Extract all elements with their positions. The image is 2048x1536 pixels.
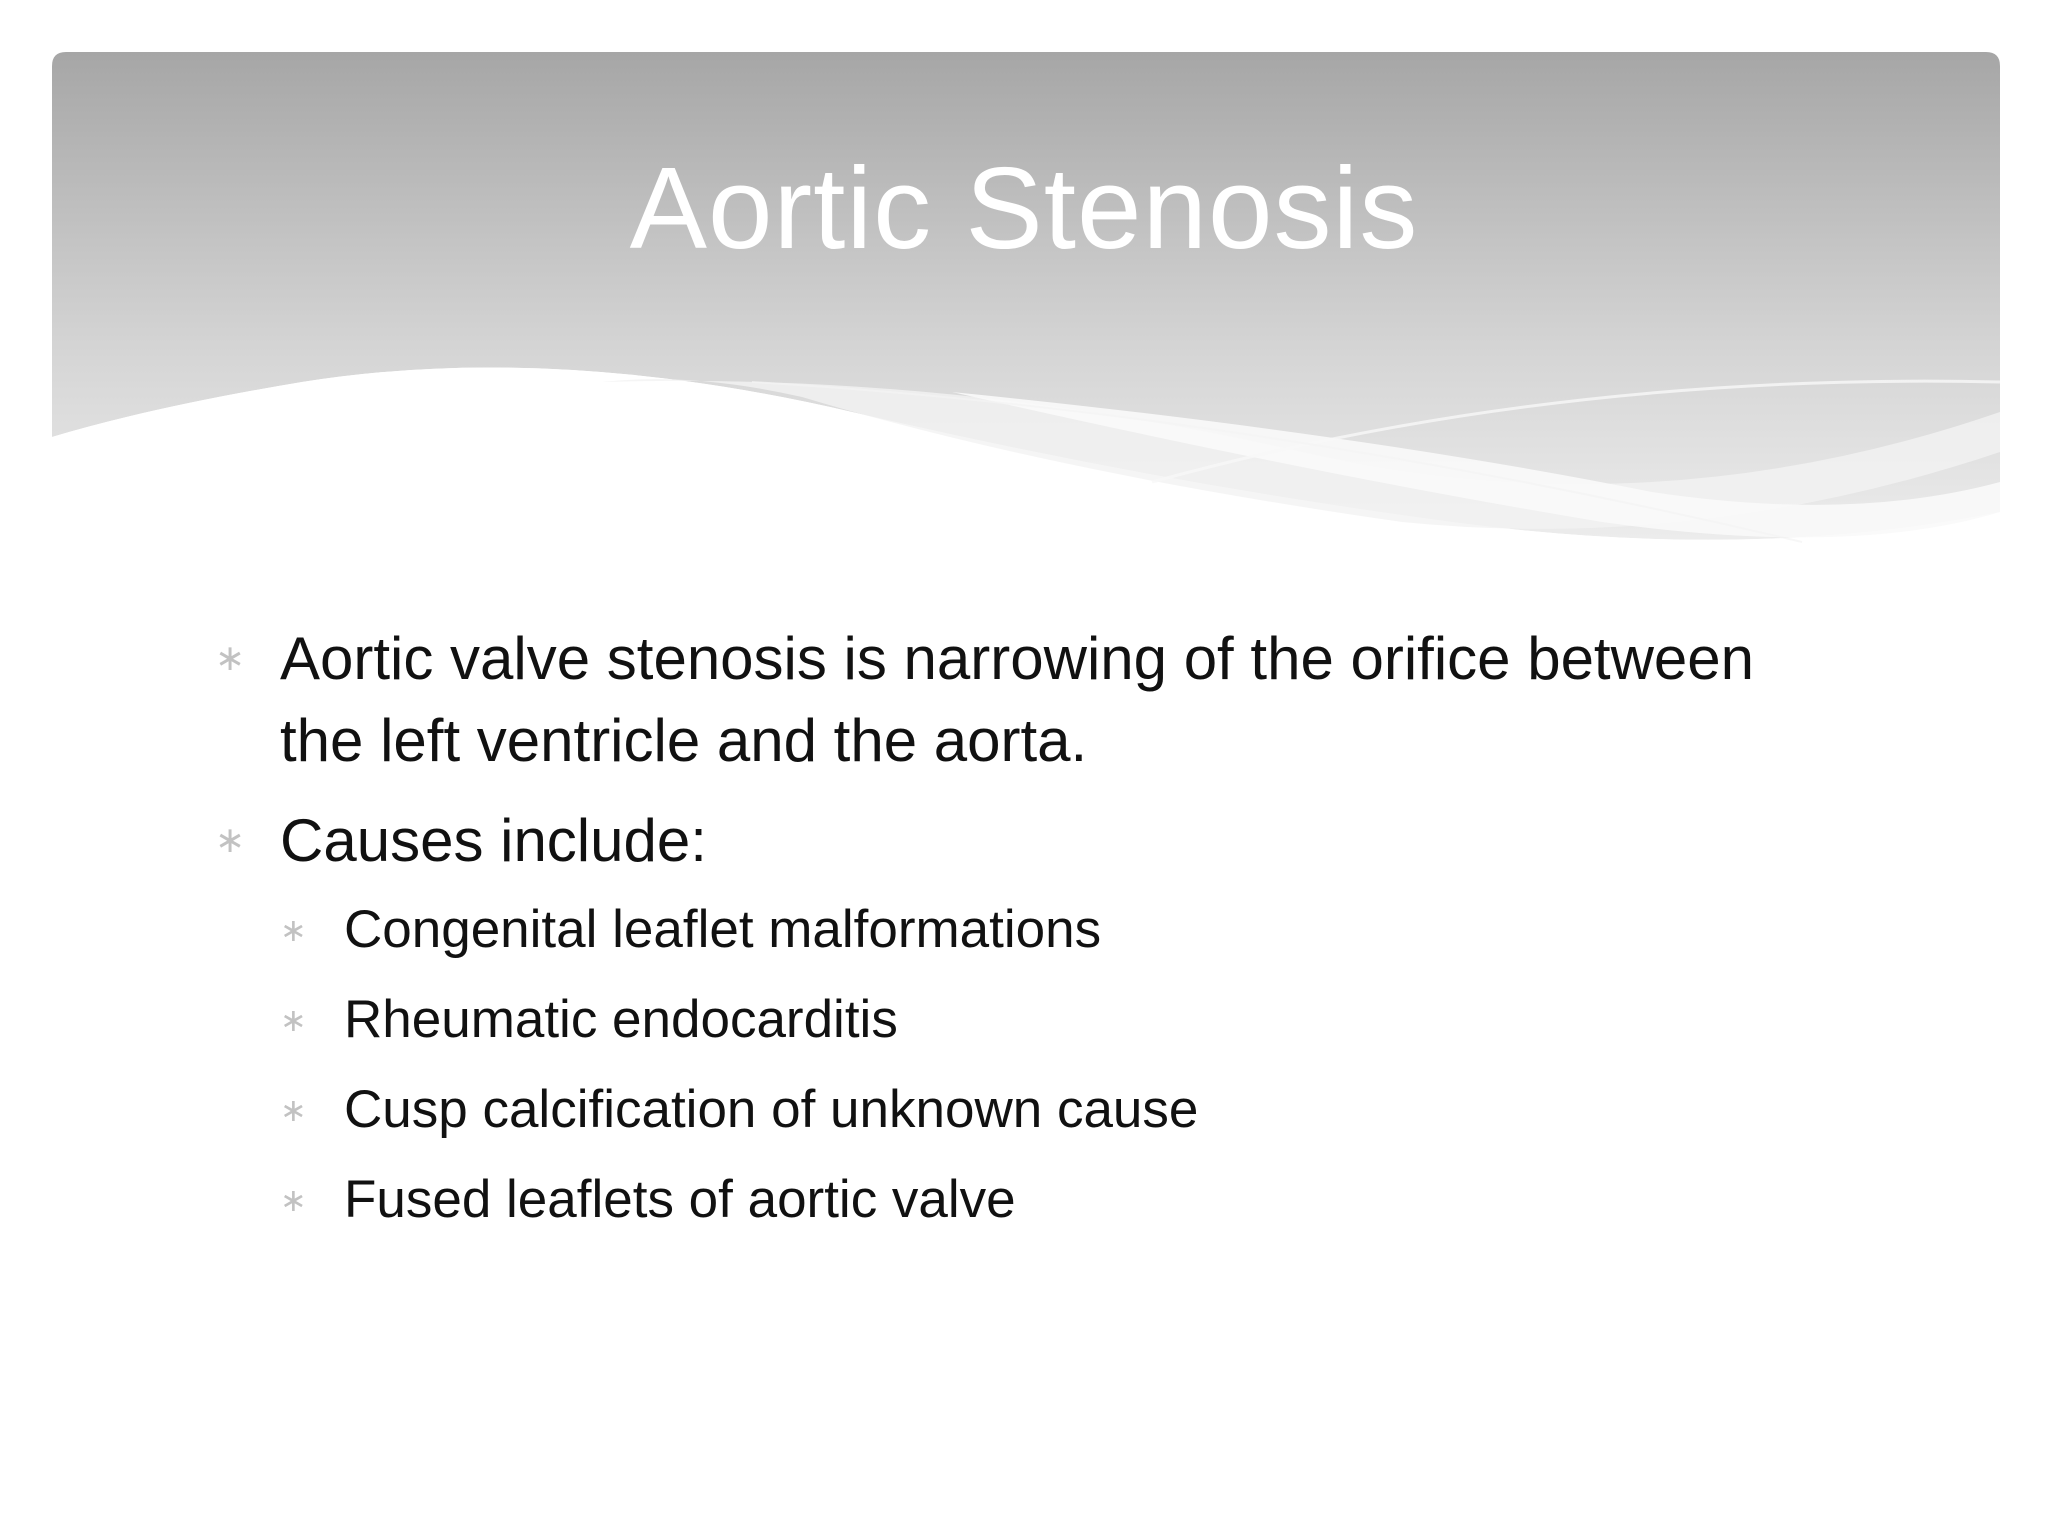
bullet-list	[215, 618, 1815, 1236]
sub-bullet-item	[280, 1074, 1815, 1146]
sub-bullet-text: Cusp calcification of unknown cause	[344, 1080, 1199, 1139]
sub-bullet-text: Fused leaflets of aortic valve	[344, 1170, 1016, 1229]
sub-bullet-text: Rheumatic endocarditis	[344, 990, 898, 1049]
sub-bullet-item	[280, 1164, 1815, 1236]
bullet-item-definition	[215, 618, 1815, 782]
asterisk-bullet-icon: ∗	[280, 1001, 307, 1039]
slide-title: Aortic Stenosis	[629, 143, 1419, 273]
asterisk-bullet-icon: ∗	[280, 1181, 307, 1219]
sub-bullet-item	[280, 984, 1815, 1056]
bullet-item-causes	[215, 800, 1815, 1236]
asterisk-bullet-icon: ∗	[280, 1091, 307, 1129]
sub-bullet-text: Congenital leaflet malformations	[344, 900, 1102, 959]
bullet-text: Causes include:	[280, 807, 707, 874]
asterisk-bullet-icon: ∗	[215, 638, 246, 679]
sub-bullet-list	[280, 894, 1815, 1236]
asterisk-bullet-icon: ∗	[215, 820, 246, 861]
header-wave-graphic	[52, 52, 2000, 572]
sub-bullet-item	[280, 894, 1815, 966]
slide-body	[215, 618, 1815, 1254]
bullet-text: Aortic valve stenosis is narrowing of the orifice between the left ventricle and the aorta.	[280, 625, 1755, 774]
asterisk-bullet-icon: ∗	[280, 911, 307, 949]
header-band	[52, 52, 2000, 572]
